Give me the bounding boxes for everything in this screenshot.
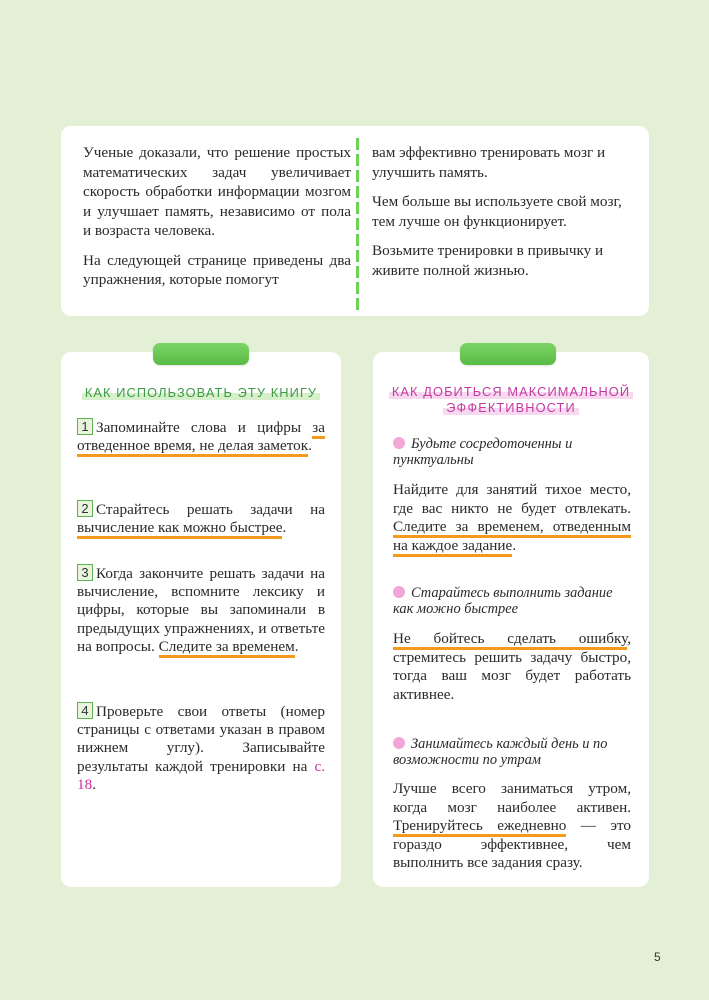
intro-paragraph: вам эффективно тренировать мозг и улучшить память. — [372, 144, 606, 181]
tip-title: Занимайтесь каждый день и по возможности по утрам — [393, 736, 608, 768]
guide-item: 1 Запоминайте слова и цифры за отведенное время, не делая заметок. — [77, 418, 325, 455]
highlighted-text: вычисление как можно быстрее — [77, 519, 282, 539]
tip-text: Лучше всего заниматься утром, когда мозг наиболее активен. Тренируйтесь ежедневно — это гораздо эффективнее, чем выполнить все задания сразу. — [393, 780, 631, 871]
guide-item: 4 Проверьте свои ответы (номер страницы с ответами указан в правом нижнем углу). Записывайте результаты каждой тренировки на с. 18. — [77, 703, 325, 793]
highlighted-text: Не бойтесь сделать ошибку — [393, 630, 627, 650]
guide-card — [61, 352, 341, 887]
tips-heading: КАК ДОБИТЬСЯ МАКСИМАЛЬНОЙ ЭФФЕКТИВНОСТИ — [373, 384, 649, 416]
page-number: 5 — [654, 950, 661, 964]
item-number: 1 — [77, 418, 93, 435]
intro-paragraph: На следующей странице приведены два упражнения, которые помогут — [83, 251, 351, 288]
intro-right-column — [372, 143, 634, 290]
pink-bullet-icon — [393, 437, 405, 449]
tip-text: Не бойтесь сделать ошибку, стремитесь решить задачу быстро, тогда ваш мозг будет работать активнее. — [393, 630, 631, 703]
highlighted-text: Следите за временем — [159, 638, 295, 658]
highlighted-text: за отведенное время, не делая заметок — [77, 419, 325, 457]
item-number: 2 — [77, 500, 93, 517]
intro-paragraph: Чем больше вы используете свой мозг, тем лучше он функционирует. — [372, 193, 622, 230]
intro-left-column — [83, 143, 351, 300]
pink-bullet-icon — [393, 737, 405, 749]
guide-item: 3 Когда закончите решать задачи на вычисление, вспомните лексику и цифры, которые вы запоминали в предыдущих упражнениях, и ответьте на вопросы. Следите за временем. — [77, 564, 325, 656]
guide-item: 2 Старайтесь решать задачи на вычисление как можно быстрее. — [77, 500, 325, 537]
intro-card — [61, 126, 649, 316]
page-link[interactable]: с. 18 — [77, 757, 325, 793]
guide-heading: КАК ИСПОЛЬЗОВАТЬ ЭТУ КНИГУ — [61, 385, 341, 401]
column-divider — [356, 138, 359, 310]
tip-title: Старайтесь выполнить задание как можно быстрее — [393, 585, 613, 617]
green-tab-decoration — [460, 343, 556, 365]
green-tab-decoration — [153, 343, 249, 365]
item-number: 4 — [77, 702, 93, 719]
tip-title: Будьте сосредоточенны и пунктуальны — [393, 436, 573, 468]
intro-paragraph: Ученые доказали, что решение простых математических задач увеличивает скорость обработки информации мозгом и улучшает память, независимо от пола и возраста человека. — [83, 144, 351, 239]
tip-text: Найдите для занятий тихое место, где вас никто не будет отвлекать. Следите за временем, отведенным на каждое задание. — [393, 481, 631, 555]
intro-paragraph: Возьмите тренировки в привычку и живите полной жизнью. — [372, 242, 604, 279]
tips-card — [373, 352, 649, 887]
highlighted-text: Следите за временем, отведенным на каждое задание — [393, 518, 631, 557]
item-number: 3 — [77, 564, 93, 581]
pink-bullet-icon — [393, 586, 405, 598]
highlighted-text: Тренируйтесь ежедневно — [393, 817, 566, 837]
